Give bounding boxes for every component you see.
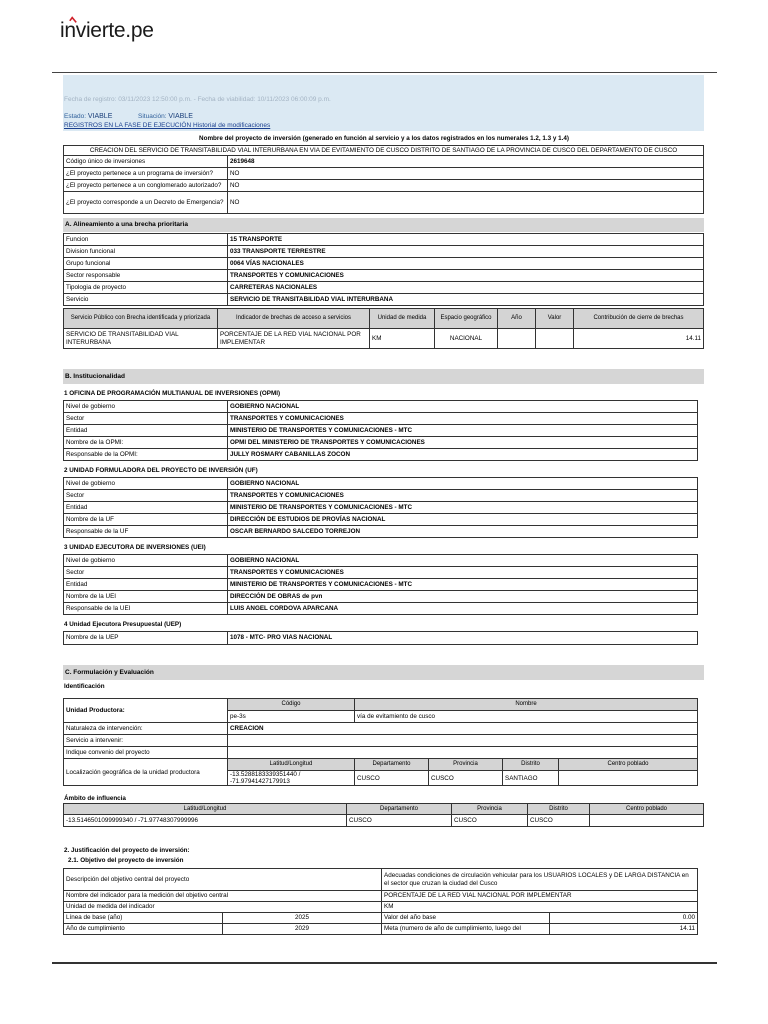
uei-title: 3 UNIDAD EJECUTORA DE INVERSIONES (UEI) xyxy=(64,544,206,551)
status-line: Estado: VIABLE Situación: VIABLE xyxy=(64,113,193,120)
general-info-table: CREACION DEL SERVICIO DE TRANSITABILIDAD VIAL INTERURBANA EN VIA DE EVITAMIENTO DE CUSCO DISTRITO DE SANTIAGO DE LA PROVINCIA DE CUSCO DEL DEPARTAMENTO DE CUSCO Código único de inversiones 2619648 ¿El proyecto pertenece a un programa de inversión? NO ¿El proyecto pertenece a un conglomerado autorizado? NO ¿El proyecto corresponde a un Decreto de Emergencia? NO xyxy=(63,145,704,214)
registration-dates: Fecha de registro: 03/11/2023 12:50:00 p.m. - Fecha de viabilidad: 10/11/2023 06:00:09 p.m. xyxy=(64,96,331,103)
uf-title: 2 UNIDAD FORMULADORA DEL PROYECTO DE INVERSIÓN (UF) xyxy=(64,467,258,474)
situacion-value: VIABLE xyxy=(168,113,193,120)
identificacion-title: Identificación xyxy=(64,683,105,690)
uei-table: Nivel de gobierno GOBIERNO NACIONAL Sector TRANSPORTES Y COMUNICACIONES Entidad MINISTERIO DE TRANSPORTES Y COMUNICACIONES - MTC Nombre de la UEI DIRECCIÓN DE OBRAS de pvn Responsable de la UEI LUIS ANGEL CORDOVA APARCANA xyxy=(63,554,698,615)
ambito-table: Latitud/Longitud Departamento Provincia Distrito Centro poblado -13.5146501099999340 / -71.97748307999996 CUSCO CUSCO CUSCO xyxy=(63,803,704,827)
historial-modificaciones-link[interactable]: Historial de modificaciones xyxy=(192,122,271,129)
top-divider xyxy=(52,72,717,73)
justificacion-title: 2. Justificación del proyecto de inversión: xyxy=(64,847,190,854)
section-a-title: A. Alineamiento a una brecha prioritaria xyxy=(63,218,704,232)
brecha-table: Servicio Público con Brecha identificada y priorizada Indicador de brechas de acceso a servicios Unidad de medida Espacio geográfico Año Valor Contribución de cierre de brechas SERVICIO DE TRANSITABILIDAD VIAL INTERURBANA PORCENTAJE DE LA RED VIAL NACIONAL POR IMPLEMENTAR KM NACIONAL 14.11 xyxy=(63,308,704,349)
opmi-table: Nivel de gobierno GOBIERNO NACIONAL Sector TRANSPORTES Y COMUNICACIONES Entidad MINISTERIO DE TRANSPORTES Y COMUNICACIONES - MTC Nombre de la OPMI: OPMI DEL MINISTERIO DE TRANSPORTES Y COMUNICACIONES Responsable de la OPMI: JULLY ROSMARY CABANILLAS ZOCON xyxy=(63,400,698,461)
project-name: CREACION DEL SERVICIO DE TRANSITABILIDAD VIAL INTERURBANA EN VIA DE EVITAMIENTO DE CUSCO DISTRITO DE SANTIAGO DE LA PROVINCIA DE CUSCO DEL DEPARTAMENTO DE CUSCO xyxy=(64,146,704,156)
invierte-pe-logo xyxy=(60,16,180,46)
nombre-proyecto-heading: Nombre del proyecto de inversión (generado en función al servicio y a los datos registrados en los numerales 1.2, 1.3 y 1.4) xyxy=(199,135,569,142)
uep-title: 4 Unidad Ejecutora Presupuestal (UEP) xyxy=(64,621,182,628)
section-c-title: C. Formulación y Evaluación xyxy=(63,665,704,680)
objetivo-subtitle: 2.1. Objetivo del proyecto de inversión xyxy=(68,857,184,864)
estado-value: VIABLE xyxy=(87,113,113,120)
section-a-table: Funcion 15 TRANSPORTE Division funcional 033 TRANSPORTE TERRESTRE Grupo funcional 0064 VÍAS NACIONALES Sector responsable TRANSPORTES Y COMUNICACIONES Tipologia de proyecto CARRETERAS NACIONALES Servicio SERVICIO DE TRANSITABILIDAD VIAL INTERURBANA xyxy=(63,233,704,306)
uf-table: Nivel de gobierno GOBIERNO NACIONAL Sector TRANSPORTES Y COMUNICACIONES Entidad MINISTERIO DE TRANSPORTES Y COMUNICACIONES - MTC Nombre de la UF DIRECCIÓN DE ESTUDIOS DE PROVÍAS NACIONAL Responsable de la UF OSCAR BERNARDO SALCEDO TORREJON xyxy=(63,477,698,538)
opmi-title: 1 OFICINA DE PROGRAMACIÓN MULTIANUAL DE INVERSIONES (OPMI) xyxy=(64,390,281,397)
bottom-divider xyxy=(52,962,717,964)
registros-fase-ejecucion-link[interactable]: REGISTROS EN LA FASE DE EJECUCIÓN xyxy=(64,122,192,129)
objetivo-table: Descripción del objetivo central del proyecto Adecuadas condiciones de circulación vehicular para los USUARIOS LOCALES y DE LARGA DISTANCIA en el sector que cruzan la ciudad del Cusco Nombre del indicador para la medición del objetivo central PORCENTAJE DE LA RED VIAL NACIONAL POR IMPLEMENTAR Unidad de medida del indicador KM Línea de base (año) 2025 Valor del año base 0.00 Año de cumplimiento 2029 Meta (numero de año de cumplimiento, luego del 14.11 xyxy=(63,868,698,935)
logo-text: invierte.pe xyxy=(60,19,154,42)
section-b-title: B. Institucionalidad xyxy=(63,369,704,384)
unidad-productora-table: Unidad Productora: Código Nombre pe-3s vía de evitamiento de cusco Naturaleza de intervención: CREACION Servicio a intervenir: Indique convenio del proyecto Localización geográfica de la unidad productora Latitud/Longitud Departamento Provincia Distrito Centro poblado -13.5288183339351440 / -71.97941427179913 CUSCO CUSCO SANTIAGO xyxy=(63,698,698,786)
registros-links xyxy=(64,122,270,129)
ambito-title: Ámbito de influencia xyxy=(64,795,126,802)
uep-table: Nombre de la UEP 1078 - MTC- PRO VIAS NACIONAL xyxy=(63,631,698,645)
